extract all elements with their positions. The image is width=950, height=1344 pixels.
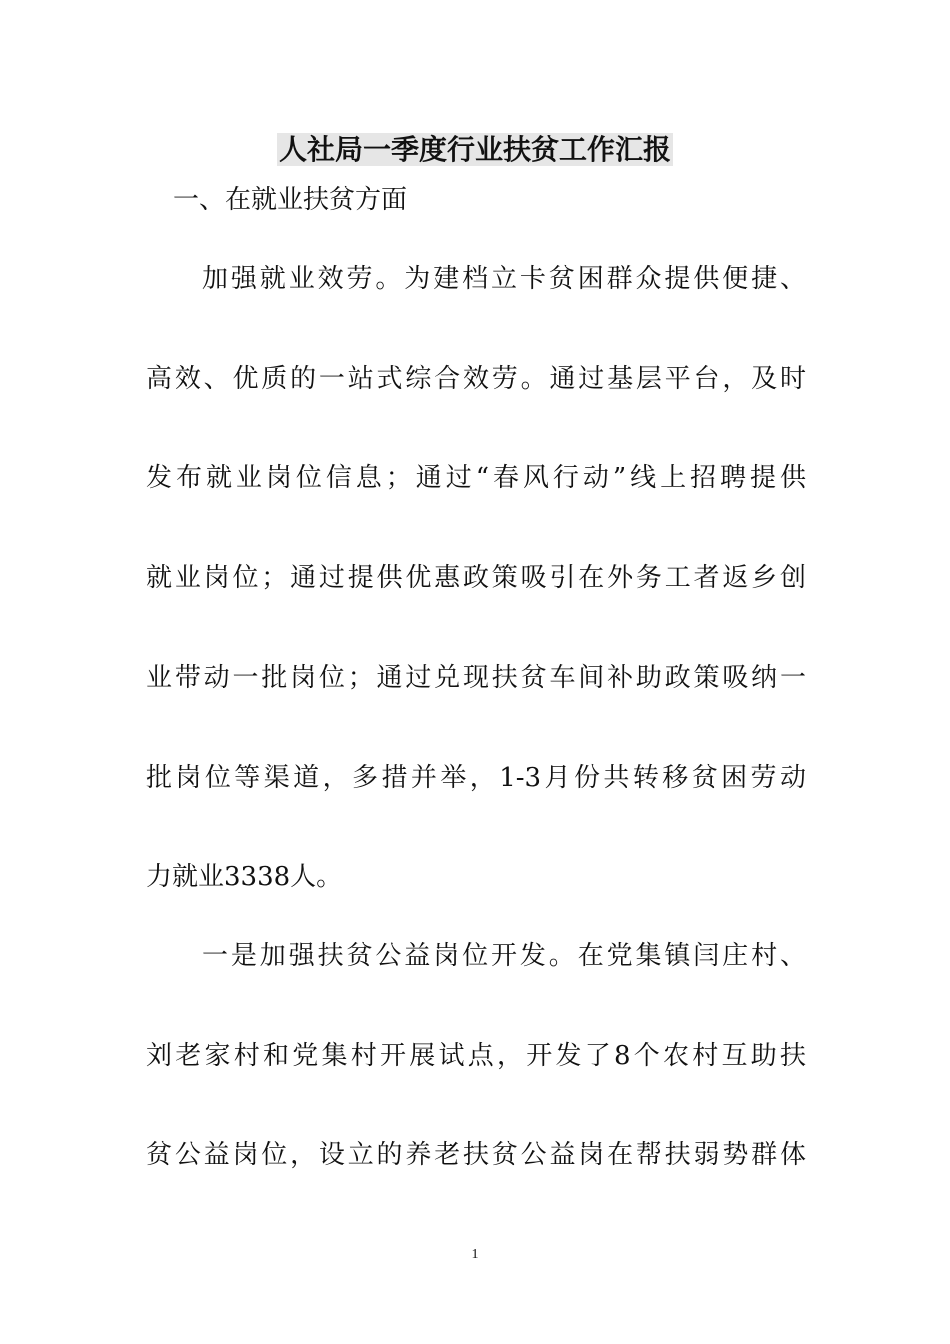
paragraph-1-line-7: 力就业3338人。 (146, 862, 343, 892)
document-title (0, 133, 950, 167)
page-number: 1 (471, 1247, 479, 1262)
paragraph-1-line-5: 业带动一批岗位；通过兑现扶贫车间补助政策吸纳一 (146, 663, 806, 693)
paragraph-1-line-3: 发布就业岗位信息；通过“春风行动”线上招聘提供 (146, 463, 806, 493)
document-title-text: 人社局一季度行业扶贫工作汇报 (278, 133, 671, 166)
paragraph-1-line-2: 高效、优质的一站式综合效劳。通过基层平台，及时 (146, 364, 806, 394)
section-heading: 一、在就业扶贫方面 (173, 185, 408, 215)
paragraph-1-line-4: 就业岗位；通过提供优惠政策吸引在外务工者返乡创 (146, 563, 806, 593)
paragraph-1-line-1: 加强就业效劳。为建档立卡贫困群众提供便捷、 (202, 264, 806, 294)
paragraph-1-line-6: 批岗位等渠道，多措并举，1-3月份共转移贫困劳动 (146, 763, 806, 793)
paragraph-2-line-3: 贫公益岗位，设立的养老扶贫公益岗在帮扶弱势群体 (146, 1140, 806, 1170)
paragraph-2-line-1: 一是加强扶贫公益岗位开发。在党集镇闫庄村、 (202, 941, 806, 971)
paragraph-2-line-2: 刘老家村和党集村开展试点，开发了8个农村互助扶 (146, 1041, 806, 1071)
